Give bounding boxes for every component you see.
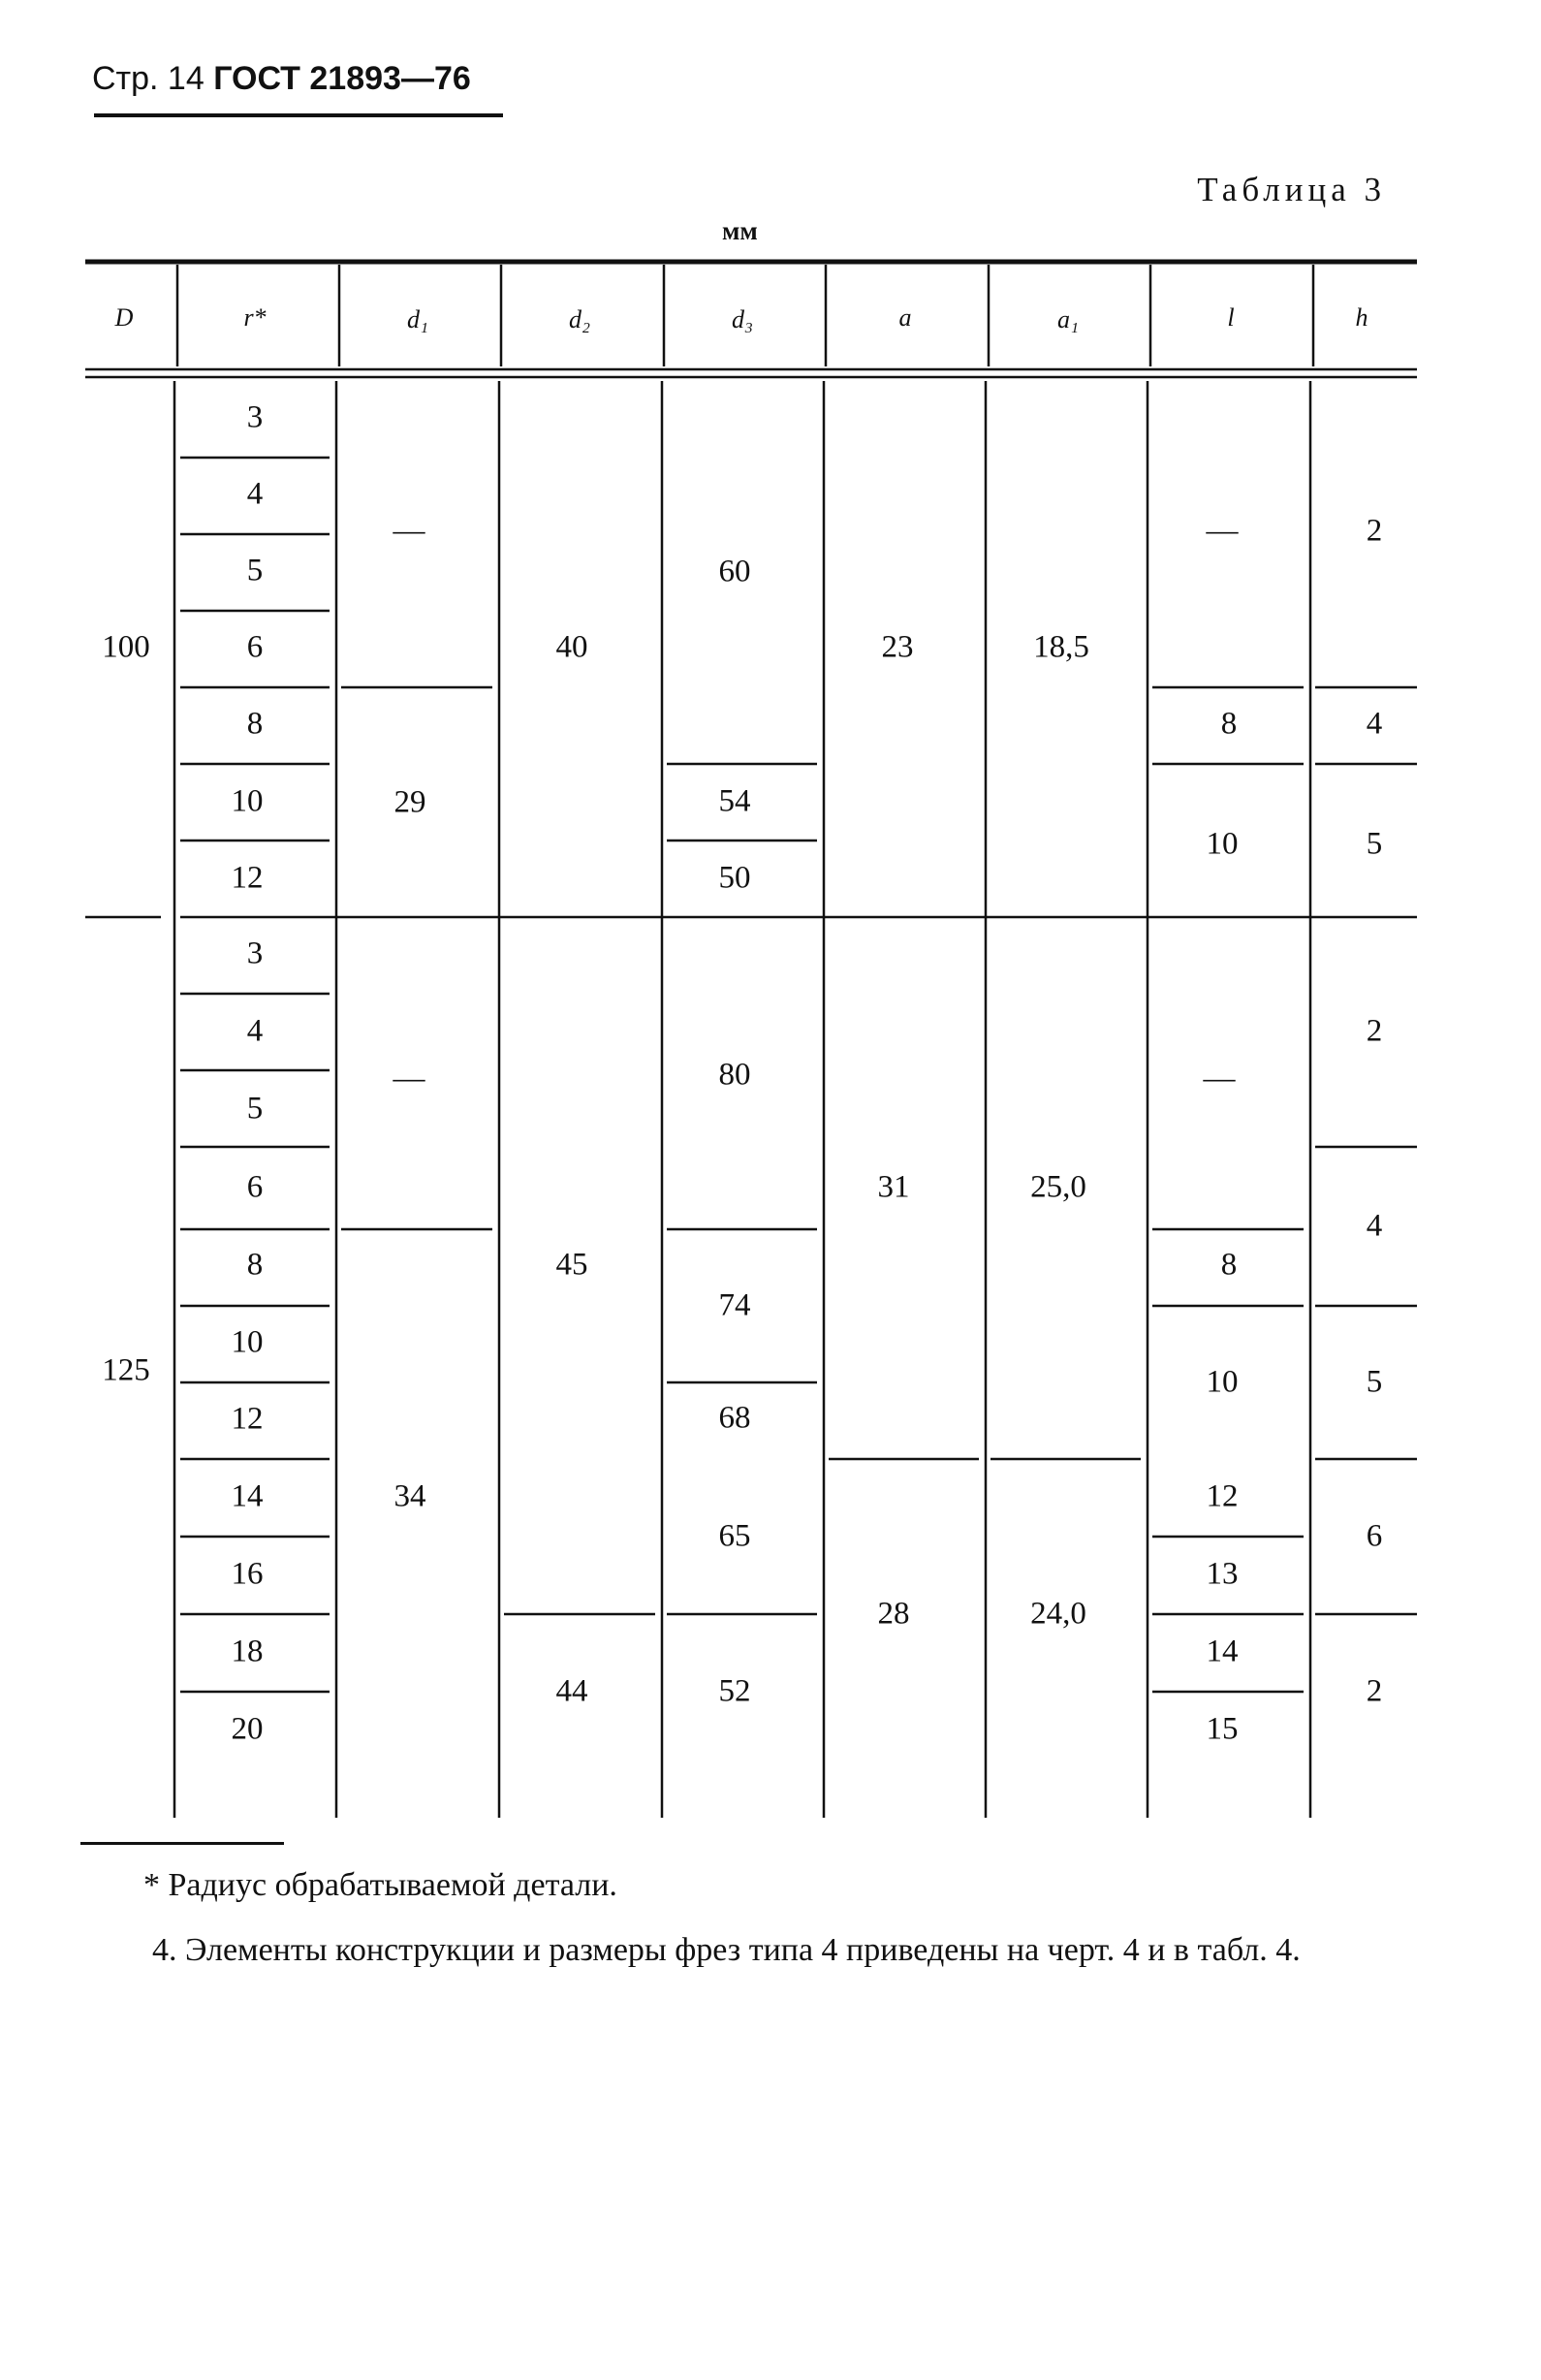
cell-a: 31 [877,1169,910,1205]
standard-number: ГОСТ 21893—76 [213,60,471,97]
col-header-h: h [1355,303,1368,332]
cell-h: 4 [1366,706,1383,742]
col-header-D: D [114,303,134,332]
col-header-d2: d₂ [568,305,591,333]
cell-d1: 29 [393,784,426,820]
cell-a1: 24,0 [1030,1596,1086,1632]
cell-a: 28 [877,1596,910,1632]
cell-D-100: 100 [102,629,150,665]
cell-r: 12 [231,860,264,896]
cell-h: 2 [1366,1013,1383,1049]
cell-l: 14 [1206,1634,1239,1669]
cell-h: 2 [1366,513,1383,549]
col-header-r: r* [243,303,267,332]
cell-d1: — [393,1061,425,1096]
cell-l: 12 [1206,1478,1239,1514]
footnote: * Радиус обрабатываемой детали. [143,1867,617,1903]
cell-d1: — [393,513,425,549]
cell-l: 8 [1220,1247,1238,1283]
cell-l: 13 [1206,1556,1239,1592]
cell-d3: 50 [718,860,751,896]
cell-h: 5 [1366,1364,1383,1400]
cell-a: 23 [881,629,914,665]
cell-r: 10 [231,1324,264,1360]
cell-l: — [1203,1061,1236,1096]
table-units: мм [722,216,758,245]
cell-r: 5 [246,553,264,588]
cell-r: 4 [246,1013,264,1049]
body-paragraph: 4. Элементы конструкции и размеры фрез типа 4 приведены на черт. 4 и в табл. 4. [152,1932,1301,1968]
cell-r: 3 [246,936,264,971]
cell-r: 8 [246,706,264,742]
cell-d1: 34 [393,1478,426,1514]
table-title: Таблица 3 [1197,171,1386,208]
col-header-d1: d₁ [406,305,429,333]
col-header-a: a [898,303,912,332]
cell-r: 3 [246,399,264,435]
cell-r: 8 [246,1247,264,1283]
col-header-a1: a₁ [1056,305,1080,333]
cell-d3: 80 [718,1057,751,1093]
col-header-l: l [1227,303,1235,332]
cell-r: 12 [231,1401,264,1437]
cell-l: 8 [1220,706,1238,742]
footnote-rule [80,1842,284,1845]
cell-l: 10 [1206,1364,1239,1400]
cell-a1: 25,0 [1030,1169,1086,1205]
cell-h: 6 [1366,1518,1383,1554]
cell-D-125: 125 [102,1352,150,1388]
cell-r: 6 [246,629,264,665]
cell-r: 18 [231,1634,264,1669]
page-number: Стр. 14 [92,60,204,97]
cell-r: 16 [231,1556,264,1592]
cell-r: 5 [246,1091,264,1127]
col-header-d3: d₃ [731,305,754,333]
cell-d3: 74 [718,1287,751,1323]
cell-l: 10 [1206,826,1239,862]
cell-r: 10 [231,783,264,819]
cell-d2: 45 [555,1247,588,1283]
cell-r: 14 [231,1478,264,1514]
cell-r: 4 [246,476,264,512]
cell-d3: 60 [718,554,751,589]
cell-d2: 44 [555,1673,588,1709]
cell-r: 6 [246,1169,264,1205]
cell-l: — [1206,513,1239,549]
cell-a1: 18,5 [1033,629,1089,665]
cell-d3: 65 [718,1518,751,1554]
cell-d3: 68 [718,1400,751,1436]
cell-l: 15 [1206,1711,1239,1747]
cell-d3: 52 [718,1673,751,1709]
cell-d2: 40 [555,629,588,665]
cell-h: 5 [1366,826,1383,862]
cell-d3: 54 [718,783,751,819]
cell-h: 2 [1366,1673,1383,1709]
cell-r: 20 [231,1711,264,1747]
cell-h: 4 [1366,1208,1383,1244]
